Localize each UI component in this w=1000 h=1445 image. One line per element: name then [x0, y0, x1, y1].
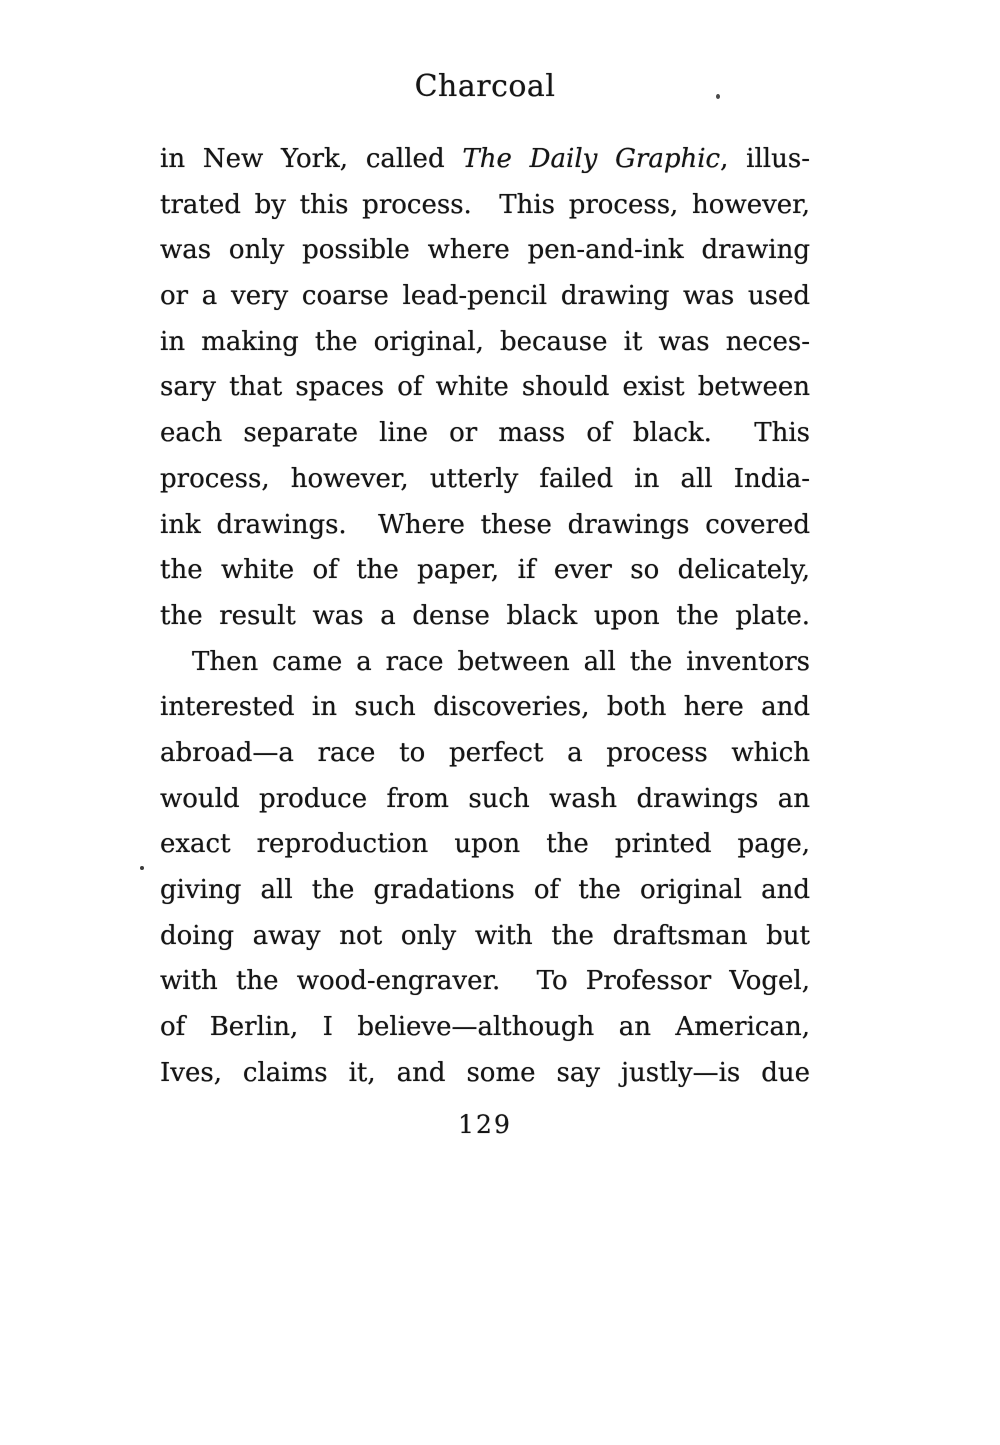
text-line — [160, 137, 810, 183]
text-line: in making the original, because it was neces- — [160, 326, 810, 357]
text-line: doing away not only with the draftsman but — [160, 920, 810, 951]
page-number: 129 — [458, 1110, 512, 1139]
text-line: or a very coarse lead-pencil drawing was used — [160, 281, 810, 312]
text-line: sary that spaces of white should exist between — [160, 372, 810, 403]
text-segment: in New York, called — [160, 144, 463, 174]
text-line: of Berlin, I believe—although an American, — [160, 1012, 810, 1043]
body-text — [160, 137, 810, 1096]
text-line: abroad—a race to perfect a process which — [160, 737, 810, 768]
text-line: giving all the gradations of the original and — [160, 875, 810, 905]
scan-speck — [716, 94, 720, 99]
text-line: exact reproduction upon the printed page, — [160, 829, 810, 860]
text-line: would produce from such wash drawings an — [160, 783, 810, 814]
text-line-paragraph-start: Then came a race between all the inventors — [192, 646, 810, 677]
text-line: interested in such discoveries, both here and — [160, 692, 810, 723]
text-line: trated by this process. This process, however, — [160, 189, 810, 220]
page-title: Charcoal — [414, 69, 556, 104]
italic-publication-title: The Daily Graphic — [462, 144, 721, 174]
text-line: Ives, claims it, and some say justly—is due — [160, 1057, 810, 1088]
text-line: the white of the paper, if ever so delicately, — [160, 555, 810, 586]
text-line: each separate line or mass of black. This — [160, 418, 810, 449]
text-line: the result was a dense black upon the plate. — [160, 600, 810, 631]
text-line: with the wood-engraver. To Professor Vogel, — [160, 966, 810, 997]
text-segment: , illus- — [720, 144, 810, 174]
text-line: was only possible where pen-and-ink drawing — [160, 235, 810, 266]
scan-speck — [140, 866, 144, 870]
text-line: process, however, utterly failed in all India- — [160, 463, 810, 494]
text-line: ink drawings. Where these drawings covered — [160, 509, 810, 540]
